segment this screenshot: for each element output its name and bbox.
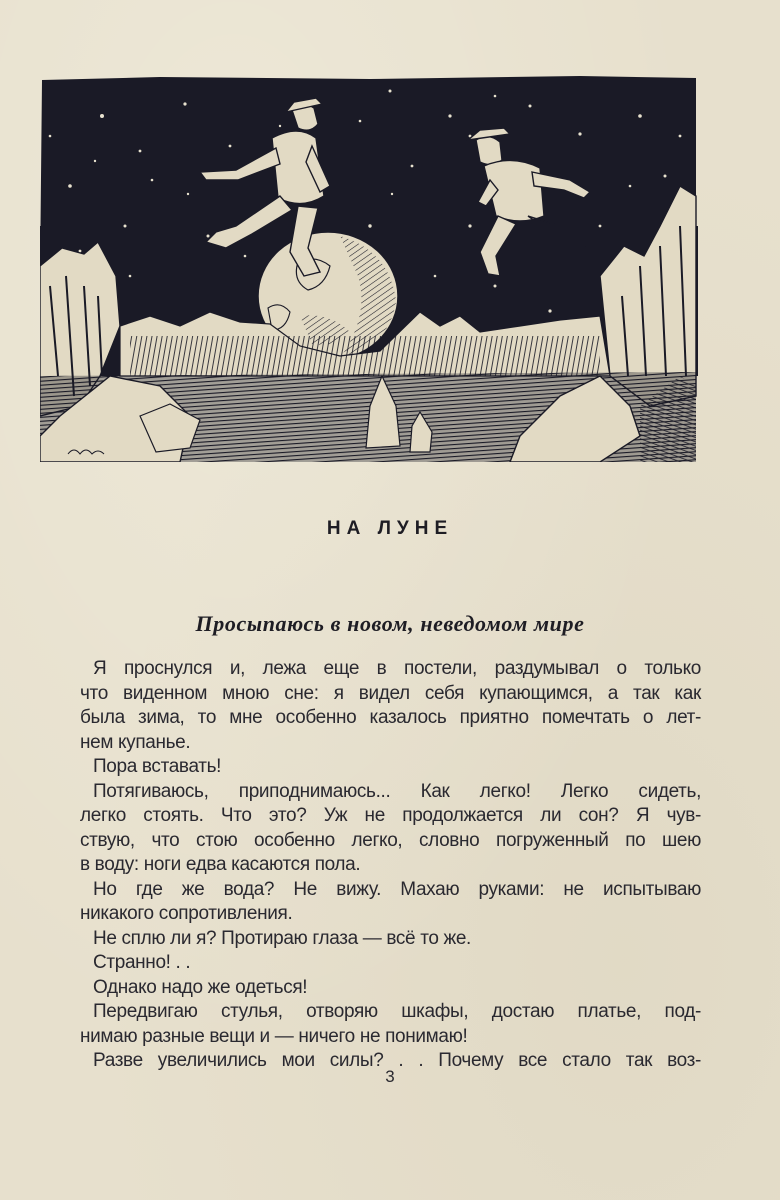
text-line: в воду: ноги едва касаются пола. <box>80 854 361 875</box>
text-line: Я проснулся и, лежа еще в постели, раздумывал о только <box>93 658 701 679</box>
section-title: Просыпаюсь в новом, неведомом мире <box>195 611 585 636</box>
chapter-title: НА ЛУНЕ <box>326 518 454 539</box>
text-line: ствую, что стою особенно легко, словно погруженный по шею <box>80 829 701 851</box>
text-line: Пора вставать! <box>93 756 222 777</box>
moon-illustration <box>40 76 698 462</box>
text-line: Странно! . . <box>93 952 191 973</box>
text-line: нимаю разные вещи и — ничего не понимаю! <box>80 1025 468 1047</box>
text-line: легко стоять. Что это? Уж не продолжается ли сон? Я чув- <box>80 805 701 826</box>
text-line: Передвигаю стулья, отворяю шкафы, достаю платье, под- <box>93 1001 701 1022</box>
text-line: Разве увеличились мои силы? . . Почему все стало так воз- <box>93 1050 701 1071</box>
page-number: 3 <box>385 1067 395 1086</box>
lunar-scene-drawing <box>40 76 698 462</box>
text-line: никакого сопротивления. <box>80 903 293 924</box>
text-line: была зима, то мне особенно казалось приятно помечтать о лет- <box>80 707 701 728</box>
text-line: Но где же вода? Не вижу. Махаю руками: не испытываю <box>93 878 701 900</box>
text-line: нем купанье. <box>80 731 191 753</box>
text-line: Не сплю ли я? Протираю глаза — всё то же. <box>93 927 471 949</box>
body-text <box>80 657 701 1074</box>
text-line: Однако надо же одеться! <box>93 976 308 998</box>
text-line: что виденном мною сне: я видел себя купающимся, а так как <box>80 682 701 704</box>
text-line: Потягиваюсь, приподнимаюсь... Как легко! Легко сидеть, <box>93 780 701 802</box>
